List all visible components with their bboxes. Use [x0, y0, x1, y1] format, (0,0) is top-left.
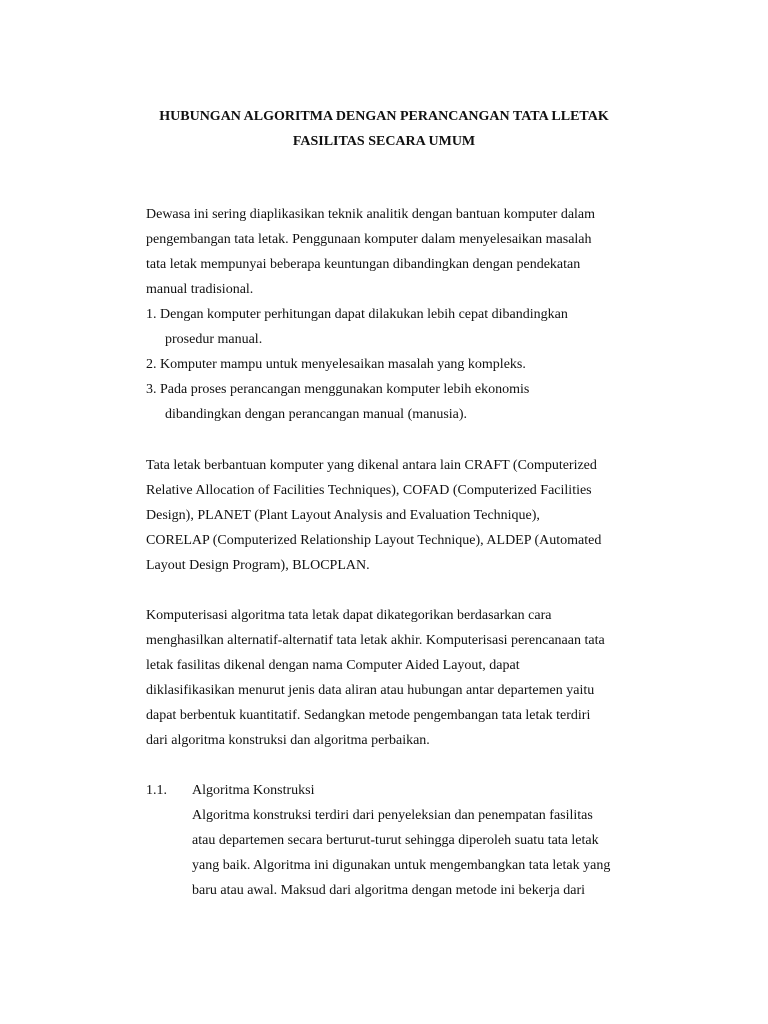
paragraph-line: Dewasa ini sering diaplikasikan teknik analitik dengan bantuan komputer dalam: [146, 207, 596, 222]
computerization-paragraph: [146, 603, 666, 753]
paragraph-line: Relative Allocation of Facilities Techniques), COFAD (Computerized Facilities: [146, 483, 592, 498]
paragraph-line: manual tradisional.: [146, 282, 254, 297]
tools-paragraph: [146, 453, 666, 578]
list-item-2: 2. Komputer mampu untuk menyelesaikan masalah yang kompleks.: [146, 357, 526, 372]
list-item-3-continuation: dibandingkan dengan perancangan manual (manusia).: [165, 407, 468, 422]
list-item-1-continuation: prosedur manual.: [165, 332, 263, 347]
paragraph-line: Design), PLANET (Plant Layout Analysis and Evaluation Technique),: [146, 508, 540, 523]
section-title: Algoritma Konstruksi: [192, 783, 315, 798]
title-line-2: FASILITAS SECARA UMUM: [292, 134, 476, 149]
paragraph-line: pengembangan tata letak. Penggunaan komputer dalam menyelesaikan masalah: [146, 232, 592, 247]
paragraph-line: letak fasilitas dikenal dengan nama Computer Aided Layout, dapat: [146, 658, 520, 673]
paragraph-line: Tata letak berbantuan komputer yang dikenal antara lain CRAFT (Computerized: [146, 458, 597, 473]
section-number: 1.1.: [146, 783, 167, 798]
title-line-1: HUBUNGAN ALGORITMA DENGAN PERANCANGAN TATA LLETAK: [159, 109, 609, 124]
section-algoritma-konstruksi: [146, 778, 666, 903]
list-item-1: 1. Dengan komputer perhitungan dapat dilakukan lebih cepat dibandingkan: [146, 307, 568, 322]
section-heading: [146, 778, 666, 803]
list-item-3: 3. Pada proses perancangan menggunakan komputer lebih ekonomis: [146, 382, 530, 397]
section-line: atau departemen secara berturut-turut sehingga diperoleh suatu tata letak: [192, 833, 599, 848]
intro-paragraph: [146, 202, 666, 427]
section-line: Algoritma konstruksi terdiri dari penyeleksian dan penempatan fasilitas: [192, 808, 593, 823]
paragraph-line: tata letak mempunyai beberapa keuntungan dibandingkan dengan pendekatan: [146, 257, 581, 272]
paragraph-line: menghasilkan alternatif-alternatif tata letak akhir. Komputerisasi perencanaan tata: [146, 633, 605, 648]
paragraph-line: dapat berbentuk kuantitatif. Sedangkan metode pengembangan tata letak terdiri: [146, 708, 591, 723]
section-line: baru atau awal. Maksud dari algoritma dengan metode ini bekerja dari: [192, 883, 586, 898]
paragraph-line: Layout Design Program), BLOCPLAN.: [146, 558, 370, 573]
paragraph-line: CORELAP (Computerized Relationship Layout Technique), ALDEP (Automated: [146, 533, 602, 548]
paragraph-line: Komputerisasi algoritma tata letak dapat dikategorikan berdasarkan cara: [146, 608, 552, 623]
paragraph-line: diklasifikasikan menurut jenis data aliran atau hubungan antar departemen yaitu: [146, 683, 595, 698]
document-title: [0, 104, 768, 154]
section-line: yang baik. Algoritma ini digunakan untuk mengembangkan tata letak yang: [192, 858, 611, 873]
paragraph-line: dari algoritma konstruksi dan algoritma perbaikan.: [146, 733, 430, 748]
